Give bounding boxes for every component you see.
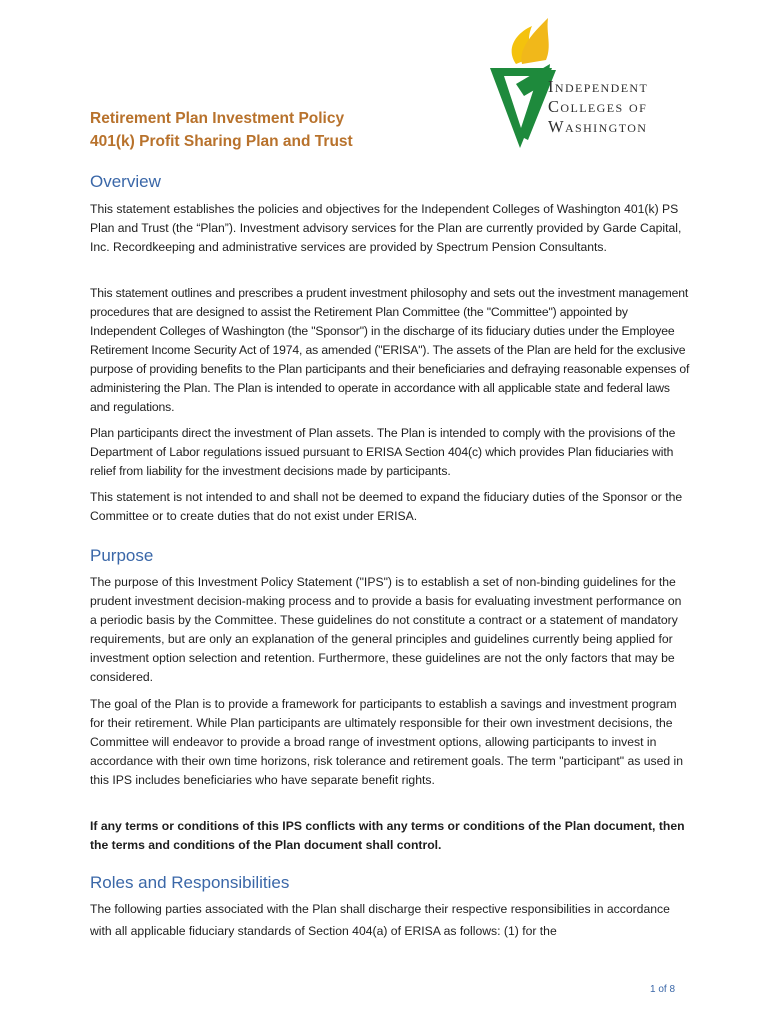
purpose-bold-note: If any terms or conditions of this IPS conflicts with any terms or conditions of the Plan document, then the terms and conditions of the Plan document shall control. <box>90 819 685 852</box>
title-line-2: 401(k) Profit Sharing Plan and Trust <box>90 133 353 150</box>
logo-line-1: Independent <box>548 77 649 96</box>
purpose-heading: Purpose <box>90 546 154 565</box>
overview-paragraph-2: This statement outlines and prescribes a prudent investment philosophy and sets out the investment management procedures that are designed to assist the Retirement Plan Committee (the "Committee") appointed by Independent Colleges of Washington (the "Sponsor") in the discharge of its fiduciary duties under the Employee Retirement Income Security Act of 1974, as amended ("ERISA"). The assets of the Plan are held for the exclusive purpose of providing benefits to the Plan participants and their beneficiaries and defraying reasonable expenses of administering the Plan. The Plan is intended to operate in accordance with all applicable state and federal laws and regulations. <box>90 286 690 414</box>
purpose-paragraph-1: The purpose of this Investment Policy Statement ("IPS") is to establish a set of non-binding guidelines for the prudent investment decision-making process and to provide a basis for evaluating investment performance on a periodic basis by the Committee. These guidelines do not constitute a contract or a statement of mandatory requirements, but are only an explanation of the general principles and guidelines currently being applied for investment option selection and retention. Furthermore, these guidelines are not the only factors that may be considered. <box>90 575 682 684</box>
document-title <box>90 107 353 153</box>
title-line-1: Retirement Plan Investment Policy <box>90 110 345 127</box>
roles-heading: Roles and Responsibilities <box>90 873 290 892</box>
overview-paragraph-4: This statement is not intended to and shall not be deemed to expand the fiduciary duties of the Sponsor or the Committee or to create duties that do not exist under ERISA. <box>90 490 683 523</box>
page-number: 1 of 8 <box>650 984 676 995</box>
overview-heading: Overview <box>90 172 161 191</box>
logo-line-3: Washington <box>548 117 648 136</box>
overview-paragraph-1: This statement establishes the policies and objectives for the Independent Colleges of Washington 401(k) PS Plan and Trust (the “Plan”). Investment advisory services for the Plan are currently provided by Garde Capital, Inc. Recordkeeping and administrative services are provided by Spectrum Pension Consultants. <box>90 202 682 254</box>
overview-paragraph-3: Plan participants direct the investment of Plan assets. The Plan is intended to comply with the provisions of the Department of Labor regulations issued pursuant to ERISA Section 404(c) which provides Plan fiduciaries with relief from liability for the investment decisions made by participants. <box>90 426 676 478</box>
purpose-paragraph-2: The goal of the Plan is to provide a framework for participants to establish a savings and investment program for their retirement. While Plan participants are ultimately responsible for their own investment decisions, the Committee will endeavor to provide a broad range of investment options, allowing participants to invest in accordance with their own time horizons, risk tolerance and retirement goals. The term "participant" as used in this IPS includes beneficiaries who have separate benefit rights. <box>90 697 684 787</box>
logo-line-2: Colleges of <box>548 97 648 116</box>
logo-wordmark <box>548 77 648 137</box>
roles-paragraph-1: The following parties associated with the Plan shall discharge their respective responsibilities in accordance with all applicable fiduciary standards of Section 404(a) of ERISA as follows: (1) for the <box>90 902 670 938</box>
